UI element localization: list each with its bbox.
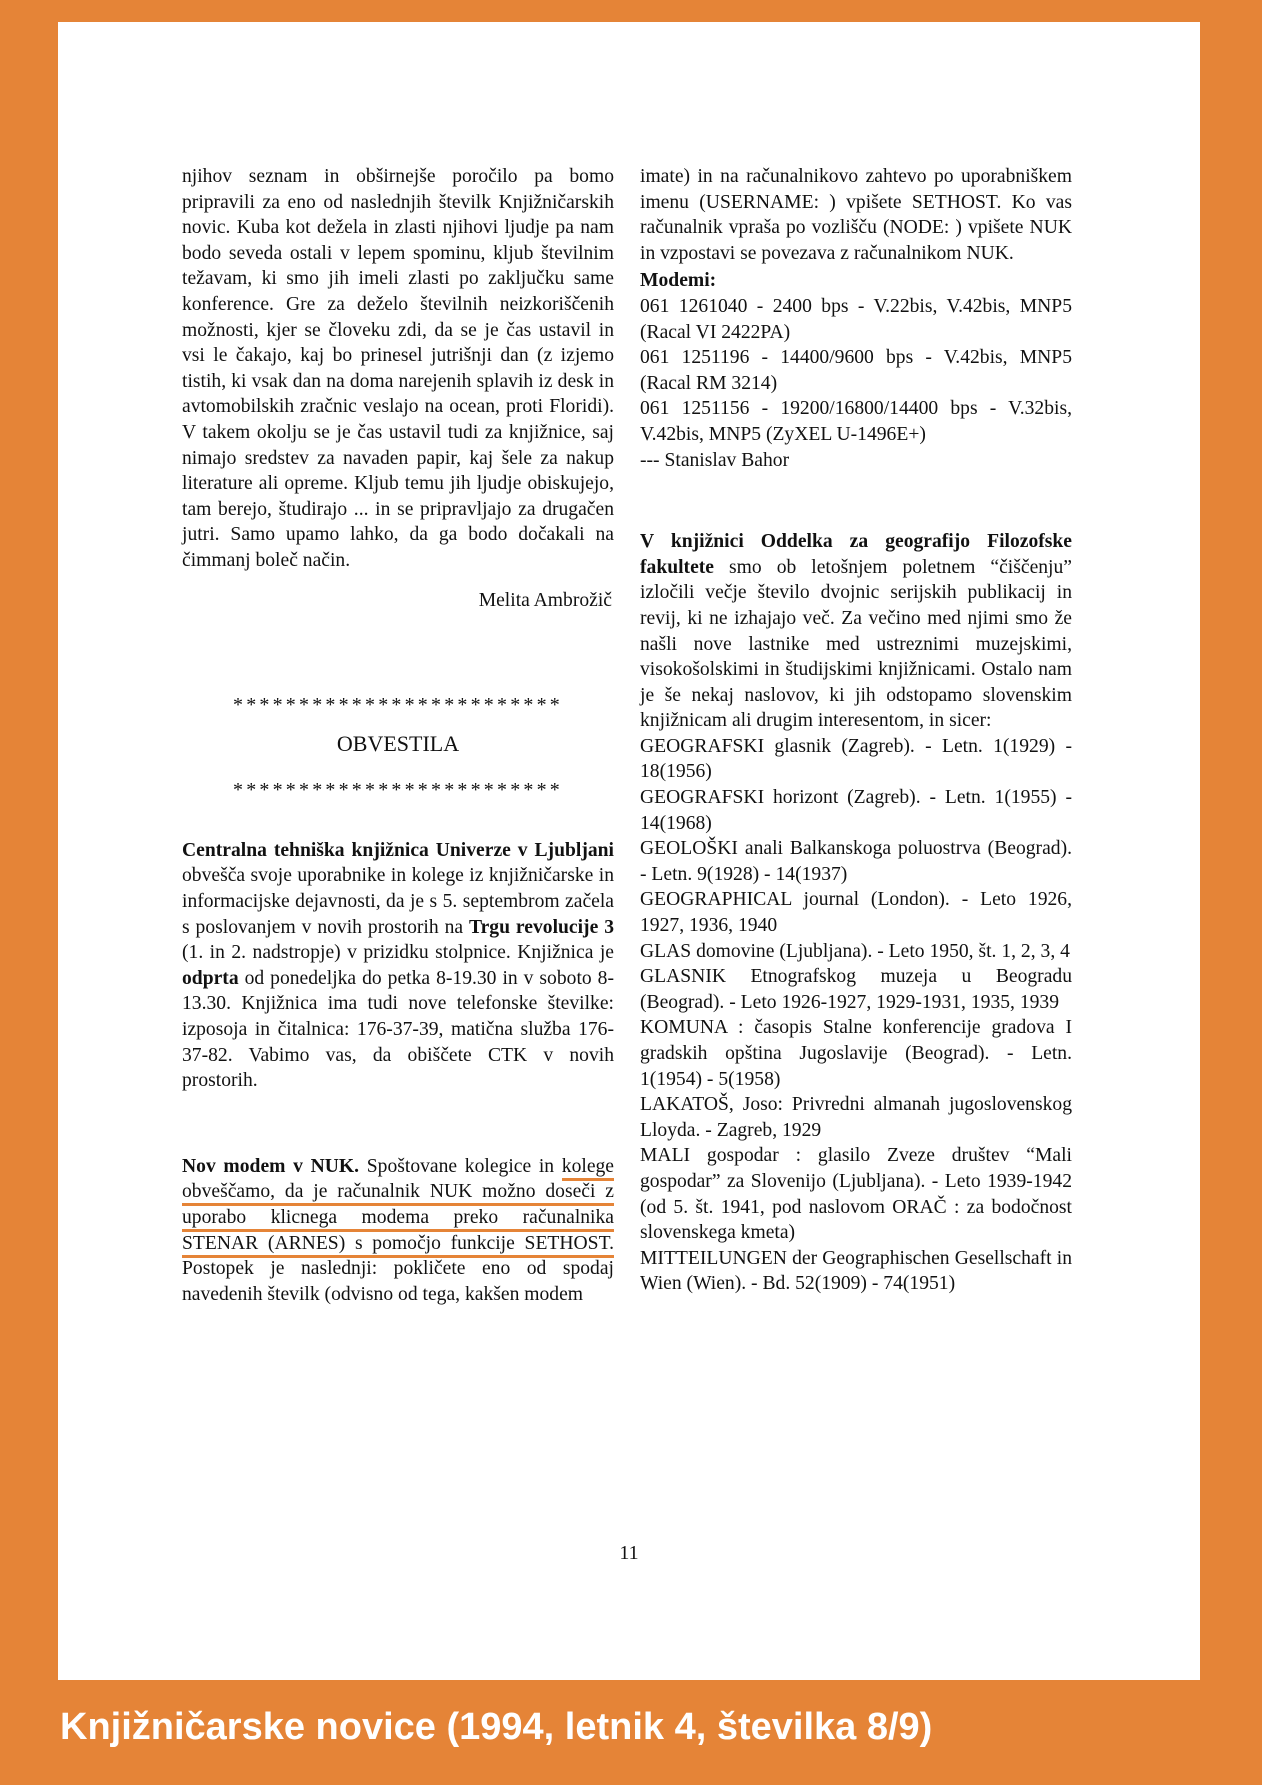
modem-line: 061 1251156 - 19200/16800/14400 bps - V.32bis, V.42bis, MNP5 (ZyXEL U-1496E+)	[640, 398, 1072, 445]
ctk-address: Trgu revolucije 3	[469, 916, 614, 938]
highlighted-text: kolege obveščamo, da je računalnik NUK možno doseči z uporabo klicnega modema preko računalnika STENAR (ARNES) s pomočjo funkcije SETHOST.	[182, 1156, 614, 1258]
paragraph-ctk-notice: Centralna tehniška knjižnica Univerze v Ljubljani obvešča svoje uporabnike in kolege iz knjižničarske in informacijske dejavnosti, da je s 5. septembrom začela s poslovanjem v novih prostorih na Trgu revolucije 3 (1. in 2. nadstropje) v prizidku stolpnice. Knjižnica je odprta od ponedeljka do petka 8-19.30 in v soboto 8-13.30. Knjižnica ima tudi nove telefonske številke: izposoja in čitalnica: 176-37-39, matična služba 176-37-82. Vabimo vas, da obiščete CTK v novih prostorih.	[182, 839, 614, 1092]
list-item: KOMUNA : časopis Stalne konferencije gradova I gradskih opština Jugoslavije (Beograd). - Letn. 1(1954) - 5(1958)	[640, 1017, 1072, 1090]
modem-signature: --- Stanislav Bahor	[640, 449, 790, 471]
document-page	[58, 22, 1200, 1680]
paragraph-cuba-report: njihov seznam in obširnejše poročilo pa bomo pripravili za eno od naslednjih številk Knjižničarskih novic. Kuba kot dežela in zlasti njihovi ljudje pa nam bodo seveda ostali v lepem spominu, kljub številnim težavam, ki smo jih imeli zlasti po zaključku same konference. Gre za deželo številnih neizkoriščenih možnosti, kjer se človeku zdi, da se je čas ustavil in vsi le čakajo, kaj bo prinesel jutrišnji dan (z izjemo tistih, ki vsak dan na doma narejenih splavih iz desk in avtomobilskih zračnic veslajo na ocean, proti Floridi). V takem okolju se je čas ustavil tudi za knjižnice, saj nimajo sredstev za navaden papir, kaj šele za nakup literature ali opreme. Kljub temu jih ljudje obiskujejo, tam berejo, študirajo ... in se pripravljajo za drugačen jutri. Samo upamo lahko, da ga bodo dočakali na čimmanj boleč način.	[182, 166, 614, 571]
author-signature: Melita Ambrožič	[478, 589, 612, 611]
paragraph-sethost-procedure: imate) in na računalnikovo zahtevo po uporabniškem imenu (USERNAME: ) vpišete SETHOST. Ko vas računalnik vpraša po vozlišču (NODE: ) vpišete NUK in vzpostavi se povezava z računalnikom NUK.	[640, 166, 1072, 264]
geo-library-name: V knjižnici Oddelka za geografijo Filozofske fakultete	[640, 531, 1072, 578]
modemi-label: Modemi:	[640, 270, 717, 292]
section-heading: OBVESTILA	[336, 730, 460, 756]
ctk-open-label: odprta	[182, 967, 239, 989]
paragraph-modem-notice: Nov modem v NUK. Spoštovane kolegice in kolege obveščamo, da je računalnik NUK možno doseči z uporabo klicnega modema preko računalnika STENAR (ARNES) s pomočjo funkcije SETHOST. Postopek je naslednji: pokličete eno od spodaj navedenih številk (odvisno od tega, kakšen modem	[182, 1155, 615, 1305]
modem-line: 061 1251196 - 14400/9600 bps - V.42bis, MNP5 (Racal RM 3214)	[640, 347, 1072, 394]
publication-caption: Knjižničarske novice (1994, letnik 4, številka 8/9)	[60, 1706, 933, 1748]
asterisk-divider-bottom: *************************	[233, 779, 563, 802]
list-item: LAKATOŠ, Joso: Privredni almanah jugoslovenskog Lloyda. - Zagreb, 1929	[640, 1094, 1072, 1141]
list-item: GEOGRAPHICAL journal (London). - Leto 1926, 1927, 1936, 1940	[640, 889, 1072, 937]
list-item: GEOGRAFSKI horizont (Zagreb). - Letn. 1(1955) - 14(1968)	[640, 787, 1072, 834]
left-column	[182, 164, 614, 1307]
list-item: GEOGRAFSKI glasnik (Zagreb). - Letn. 1(1929) - 18(1956)	[640, 735, 1072, 783]
right-column	[640, 164, 1072, 1297]
modem-line: 061 1261040 - 2400 bps - V.22bis, V.42bis, MNP5 (Racal VI 2422PA)	[640, 295, 1072, 343]
list-item: MITTEILUNGEN der Geographischen Gesellschaft in Wien (Wien). - Bd. 52(1909) - 74(1951)	[640, 1247, 1072, 1295]
page-number: 11	[619, 1542, 639, 1564]
modem-title: Nov modem v NUK.	[182, 1155, 360, 1177]
ctk-title: Centralna tehniška knjižnica Univerze v Ljubljani	[182, 839, 614, 861]
list-item: GEOLOŠKI anali Balkanskoga poluostrva (Beograd). - Letn. 9(1928) - 14(1937)	[640, 838, 1072, 885]
list-item: GLASNIK Etnografskog muzeja u Beogradu (Beograd). - Leto 1926-1927, 1929-1931, 1935, 1939	[640, 966, 1072, 1013]
list-item: GLAS domovine (Ljubljana). - Leto 1950, št. 1, 2, 3, 4	[640, 940, 1070, 962]
list-item: MALI gospodar : glasilo Zveze društev “Mali gospodar” za Slovenijo (Ljubljana). - Leto 1939-1942 (od 5. št. 1941, pod naslovom ORAČ : za bodočnost slovenskega kmeta)	[640, 1145, 1072, 1244]
asterisk-divider-top: *************************	[233, 694, 563, 717]
paragraph-geography-library: V knjižnici Oddelka za geografijo Filozofske fakultete smo ob letošnjem poletnem “čiščenju” izločili večje število dvojnic serijskih publikacij in revij, ki ne izhajajo več. Za večino med njimi smo že našli nove lastnike med ustreznimi muzejskimi, visokošolskimi in študijskimi knjižnicami. Ostalo nam je še nekaj naslovov, ki jih odstopamo slovenskim knjižnicam ali drugim interesentom, in sicer:	[640, 531, 1072, 732]
